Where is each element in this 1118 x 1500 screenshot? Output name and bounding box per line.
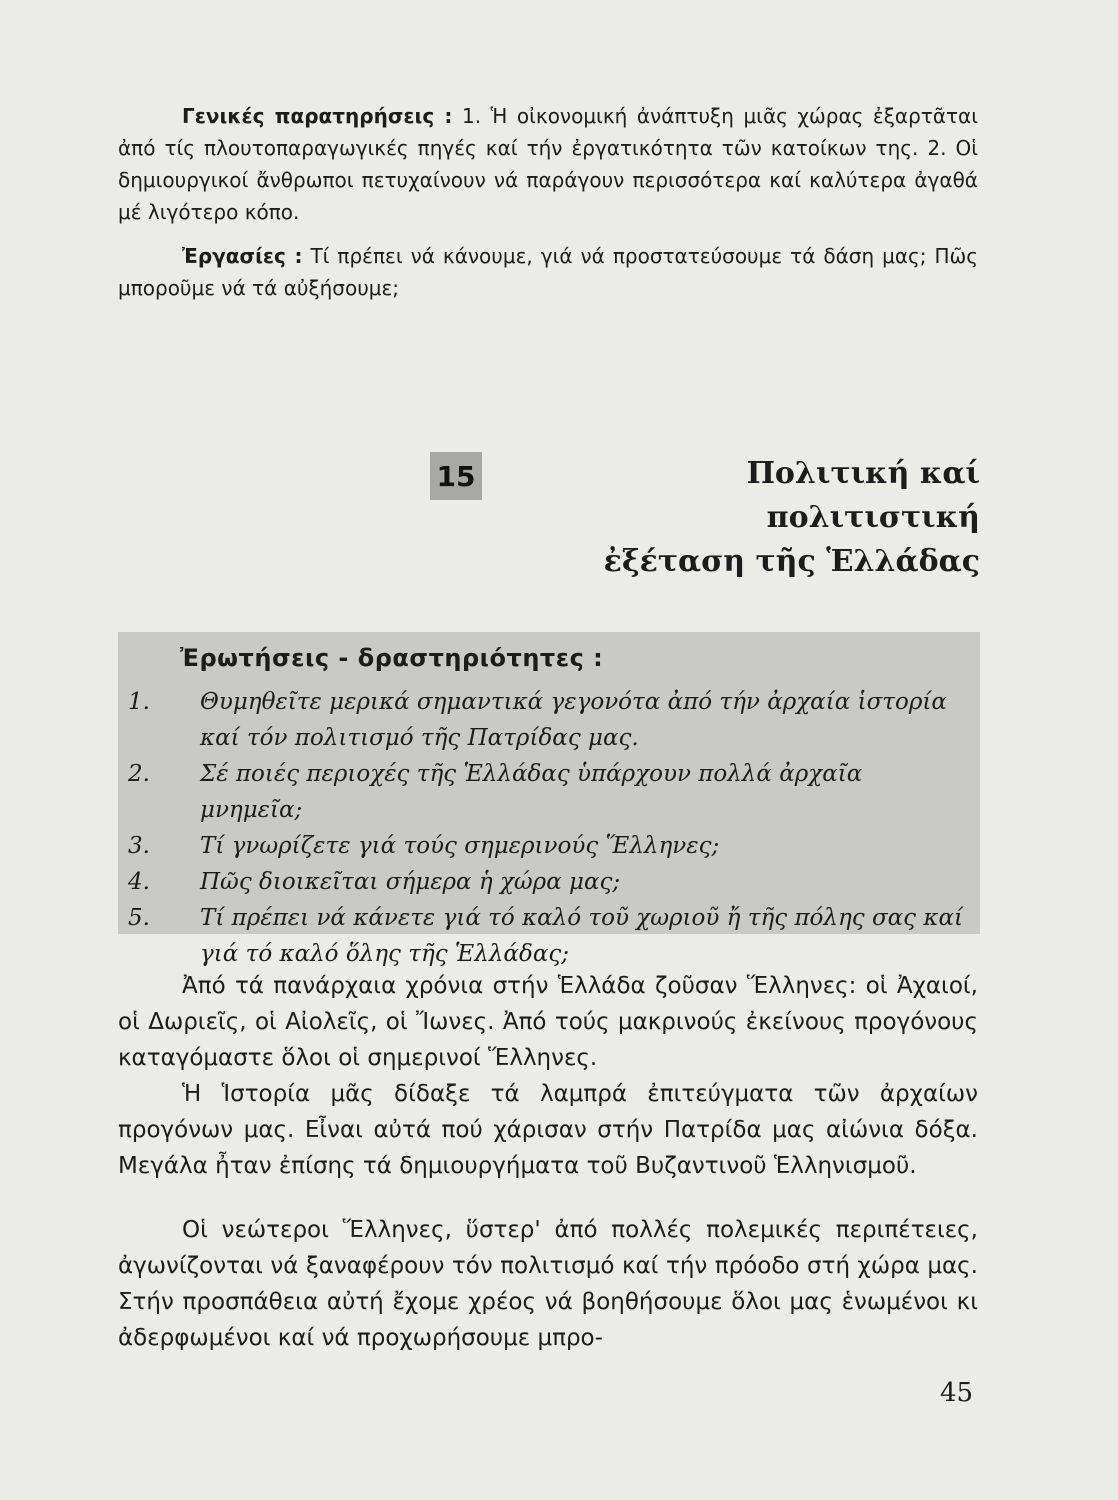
question-text: Τί πρέπει νά κάνετε γιά τό καλό τοῦ χωριοῦ ἤ τῆς πόλης σας καί γιά τό καλό ὅλης τῆς Ἑλλάδας; — [200, 905, 964, 967]
body-paragraph-3: Οἱ νεώτεροι Ἕλληνες, ὕστερ' ἀπό πολλές πολεμικές περιπέτειες, ἀγωνίζονται νά ξαναφέρουν τόν πολιτισμό καί τήν πρόοδο στή χώρα μας. Στήν προσπάθεια αὐτή ἔχομε χρέος νά βοηθήσουμε ὅλοι μας ἑνωμένοι κι ἀδερφωμένοι καί νά προχωρήσουμε μπρο- — [118, 1217, 978, 1351]
question-number: 5. — [128, 905, 150, 931]
question-number: 3. — [128, 833, 150, 859]
question-item — [128, 756, 968, 828]
question-item — [128, 900, 968, 972]
question-text: Σέ ποιές περιοχές τῆς Ἑλλάδας ὑπάρχουν πολλά ἀρχαῖα μνημεῖα; — [200, 761, 863, 823]
general-notes-text: 1. Ἡ οἰκονομική ἀνάπτυξη μιᾶς χώρας ἐξαρτᾶται ἀπό τίς πλουτοπαραγωγικές πηγές καί τήν ἐργατικότητα τῶν κατοίκων της. 2. Οἱ δημιουργικοί ἄνθρωποι πετυχαίνουν νά παράγουν περισσότερα καί καλύτερα ἀγαθά μέ λιγότερο κόπο. — [118, 104, 978, 224]
exercises-label: Ἐργασίες : — [182, 244, 303, 268]
questions-list — [128, 684, 968, 972]
question-number: 4. — [128, 869, 150, 895]
chapter-title-line1: Πολιτική καί πολιτιστική — [746, 456, 980, 535]
exercises — [118, 240, 978, 304]
question-item — [128, 864, 968, 900]
chapter-number: 15 — [430, 452, 482, 500]
question-number: 2. — [128, 761, 150, 787]
general-notes-label: Γενικές παρατηρήσεις : — [182, 104, 453, 128]
question-number: 1. — [128, 689, 150, 715]
general-notes — [118, 100, 978, 228]
chapter-title-line2: ἐξέταση τῆς Ἑλλάδας — [603, 544, 980, 579]
body-paragraph-1: Ἀπό τά πανάρχαια χρόνια στήν Ἑλλάδα ζοῦσαν Ἕλληνες: οἱ Ἀχαιοί, οἱ Δωριεῖς, οἱ Αἰολεῖς, οἱ Ἴωνες. Ἀπό τούς μακρινούς ἐκείνους προγόνους καταγόμαστε ὅλοι οἱ σημερινοί Ἕλληνες. — [118, 973, 978, 1071]
chapter-title — [540, 452, 980, 584]
page-number: 45 — [940, 1378, 974, 1408]
question-item — [128, 828, 968, 864]
exercises-text: Τί πρέπει νά κάνουμε, γιά νά προστατεύσουμε τά δάση μας; Πῶς μποροῦμε νά τά αὐξήσουμε; — [118, 244, 979, 300]
question-item — [128, 684, 968, 756]
question-text: Πῶς διοικεῖται σήμερα ἡ χώρα μας; — [200, 869, 621, 895]
body-paragraph-2: Ἡ Ἱστορία μᾶς δίδαξε τά λαμπρά ἐπιτεύγματα τῶν ἀρχαίων προγόνων μας. Εἶναι αὐτά πού χάρισαν στήν Πατρίδα μας αἰώνια δόξα. Μεγάλα ἦταν ἐπίσης τά δημιουργήματα τοῦ Βυζαντινοῦ Ἑλληνισμοῦ. — [118, 1081, 978, 1179]
question-text: Τί γνωρίζετε γιά τούς σημερινούς Ἕλληνες; — [200, 833, 720, 859]
question-text: Θυμηθεῖτε μερικά σημαντικά γεγονότα ἀπό τήν ἀρχαία ἱστορία καί τόν πολιτισμό τῆς Πατρίδας μας. — [200, 689, 947, 751]
questions-heading: Ἐρωτήσεις - δραστηριότητες : — [180, 644, 604, 672]
